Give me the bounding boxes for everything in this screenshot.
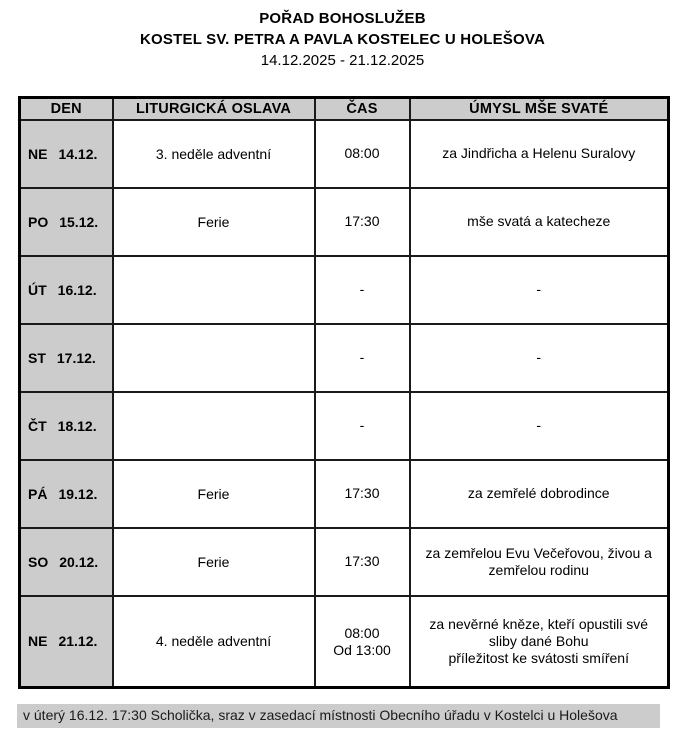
table-row xyxy=(20,256,669,324)
day-cell xyxy=(20,596,113,688)
intention-entry: - xyxy=(536,281,542,297)
intention-cell xyxy=(410,460,669,528)
feast-cell xyxy=(113,256,315,324)
intention-entry: za zemřelé dobrodince xyxy=(467,485,610,501)
intention-stack xyxy=(411,145,668,162)
time-entry: 08:00 xyxy=(344,624,380,641)
intention-cell xyxy=(410,120,669,188)
intention-stack xyxy=(411,213,668,230)
intention-cell xyxy=(410,528,669,596)
day-cell xyxy=(20,324,113,392)
table-row xyxy=(20,120,669,188)
time-entry: 17:30 xyxy=(344,485,380,501)
day-date: 14.12. xyxy=(58,145,98,162)
time-cell xyxy=(315,120,410,188)
time-cell xyxy=(315,596,410,688)
time-cell xyxy=(315,256,410,324)
intention-stack xyxy=(411,417,668,434)
day-cell xyxy=(20,528,113,596)
intention-entry: - xyxy=(536,349,542,365)
intention-cell xyxy=(410,256,669,324)
table-row xyxy=(20,188,669,256)
day-abbr: PO xyxy=(28,213,49,230)
intention-entry: - xyxy=(536,417,542,433)
day-cell xyxy=(20,256,113,324)
church-name: KOSTEL SV. PETRA A PAVLA KOSTELEC U HOLEŠOVA xyxy=(140,31,545,48)
time-cell xyxy=(315,188,410,256)
day-date: 16.12. xyxy=(57,281,97,298)
intention-cell xyxy=(410,392,669,460)
time-entry: 08:00 xyxy=(344,145,380,161)
feast-cell: Ferie xyxy=(113,188,315,256)
day-date: 17.12. xyxy=(56,349,96,366)
intention-entry: příležitost ke svátosti smíření xyxy=(448,650,629,667)
time-entry: 17:30 xyxy=(344,213,380,229)
day-abbr: ST xyxy=(28,349,46,366)
intention-stack xyxy=(411,610,668,672)
footer-note: v úterý 16.12. 17:30 Scholička, sraz v zasedací místnosti Obecního úřadu v Kostelci u Holešova xyxy=(17,704,660,728)
page-title: POŘAD BOHOSLUŽEB xyxy=(259,10,426,27)
day-cell xyxy=(20,460,113,528)
feast-cell: 4. neděle adventní xyxy=(113,596,315,688)
time-cell xyxy=(315,528,410,596)
time-stack xyxy=(316,619,409,664)
day-date: 21.12. xyxy=(58,633,98,650)
feast-cell xyxy=(113,324,315,392)
intention-stack xyxy=(411,485,668,502)
day-date: 15.12. xyxy=(59,213,99,230)
day-abbr: ÚT xyxy=(28,281,47,298)
day-date: 18.12. xyxy=(57,417,97,434)
intention-cell xyxy=(410,188,669,256)
table-header-row xyxy=(20,98,669,120)
time-stack xyxy=(316,145,409,162)
header-block xyxy=(0,0,685,72)
column-header-liturgicka-oslava: LITURGICKÁ OSLAVA xyxy=(113,98,315,120)
column-header-umysl: ÚMYSL MŠE SVATÉ xyxy=(410,98,669,120)
day-abbr: PÁ xyxy=(28,485,48,502)
day-abbr: ČT xyxy=(28,417,47,434)
time-cell xyxy=(315,324,410,392)
time-stack xyxy=(316,213,409,230)
table-row xyxy=(20,596,669,688)
column-header-cas: ČAS xyxy=(315,98,410,120)
column-header-den: DEN xyxy=(20,98,113,120)
intention-entry: za Jindřicha a Helenu Suralovy xyxy=(442,145,636,161)
intention-stack xyxy=(411,281,668,298)
time-entry: - xyxy=(359,349,365,365)
time-cell xyxy=(315,392,410,460)
time-stack xyxy=(316,553,409,570)
time-cell xyxy=(315,460,410,528)
schedule-table xyxy=(18,96,670,689)
time-entry: Od 13:00 xyxy=(333,641,391,658)
feast-cell: Ferie xyxy=(113,528,315,596)
intention-cell xyxy=(410,324,669,392)
time-entry: - xyxy=(359,417,365,433)
time-stack xyxy=(316,485,409,502)
intention-cell xyxy=(410,596,669,688)
table-row xyxy=(20,324,669,392)
day-abbr: NE xyxy=(28,633,48,650)
table-row xyxy=(20,528,669,596)
time-entry: 17:30 xyxy=(344,553,380,569)
day-cell xyxy=(20,188,113,256)
date-range: 14.12.2025 - 21.12.2025 xyxy=(260,52,425,69)
time-stack xyxy=(316,417,409,434)
day-cell xyxy=(20,392,113,460)
table-row xyxy=(20,392,669,460)
time-stack xyxy=(316,349,409,366)
day-abbr: SO xyxy=(28,553,49,570)
time-entry: - xyxy=(359,281,365,297)
intention-entry: za zemřelou Evu Večeřovou, živou a zemřelou rodinu xyxy=(425,544,652,578)
feast-cell: Ferie xyxy=(113,460,315,528)
intention-stack xyxy=(411,545,668,579)
day-date: 19.12. xyxy=(58,485,98,502)
intention-entry: za nevěrné kněze, kteří opustili své sliby dané Bohu xyxy=(429,616,649,650)
intention-stack xyxy=(411,349,668,366)
intention-entry: mše svatá a katecheze xyxy=(467,213,611,229)
schedule-body xyxy=(20,120,669,688)
day-abbr: NE xyxy=(28,145,48,162)
table-row xyxy=(20,460,669,528)
feast-cell xyxy=(113,392,315,460)
day-cell xyxy=(20,120,113,188)
time-stack xyxy=(316,281,409,298)
feast-cell: 3. neděle adventní xyxy=(113,120,315,188)
day-date: 20.12. xyxy=(59,553,99,570)
